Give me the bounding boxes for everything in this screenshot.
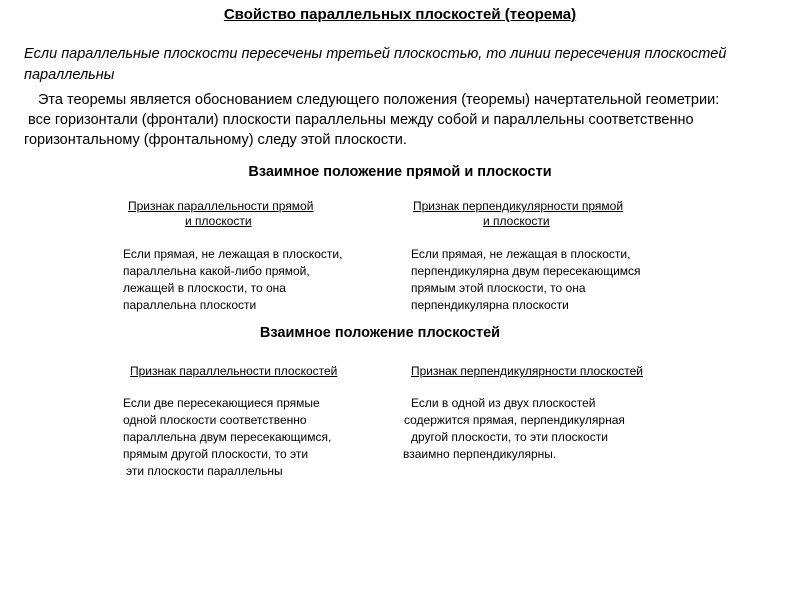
section-heading-line-plane: Взаимное положение прямой и плоскости [248, 164, 552, 180]
theorem-statement: Если параллельные плоскости пересечены третьей плоскостью, то линии пересечения плоскостей параллельны [24, 46, 727, 83]
line-plane-perp-head-1: Признак перпендикулярности прямой [413, 199, 624, 213]
planes-perp-text [403, 395, 625, 463]
line-plane-parallel-text [123, 246, 342, 314]
page-title: Свойство параллельных плоскостей (теорема) [223, 6, 577, 23]
text-line: лежащей в плоскости, то она [123, 281, 286, 295]
explanation-line-3: горизонтальному (фронтальному) следу этой плоскости. [24, 132, 407, 148]
text-line: перпендикулярна плоскости [411, 298, 569, 312]
text-line: перпендикулярна двум пересекающимся [411, 264, 641, 278]
text-line: эти плоскости параллельны [126, 464, 283, 478]
line-plane-perp-head-2: и плоскости [483, 214, 550, 228]
planes-parallel-head: Признак параллельности плоскостей [130, 364, 338, 378]
line-plane-perp-text [411, 246, 641, 314]
text-line: прямым этой плоскости, то она [411, 281, 586, 295]
text-line: прямым другой плоскости, то эти [123, 447, 309, 461]
text-line: содержится прямая, перпендикулярная [404, 413, 625, 427]
planes-perp-head: Признак перпендикулярности плоскостей [411, 364, 643, 378]
explanation-line-2 [24, 110, 794, 130]
text-line: другой плоскости, то эти плоскости [411, 430, 608, 444]
text-line: параллельна плоскости [123, 298, 257, 312]
text-line: взаимно перпендикулярны. [403, 447, 557, 461]
line-plane-parallel-head-1: Признак параллельности прямой [128, 199, 314, 213]
text-line: одной плоскости соответственно [123, 413, 307, 427]
text-line: Если прямая, не лежащая в плоскости, [123, 247, 343, 261]
line-plane-parallel-head-2: и плоскости [185, 214, 252, 228]
text-line: Если две пересекающиеся прямые [123, 396, 320, 410]
section-heading-planes: Взаимное положение плоскостей [259, 325, 501, 341]
explanation-paragraph [24, 90, 794, 150]
text-line: параллельна двум пересекающимся, [123, 430, 332, 444]
text-line: параллельна какой-либо прямой, [123, 264, 310, 278]
explanation-text-2: все горизонтали (фронтали) плоскости параллельны между собой и параллельны соответственно [28, 112, 694, 128]
text-line: Если прямая, не лежащая в плоскости, [411, 247, 631, 261]
text-line: Если в одной из двух плоскостей [411, 396, 596, 410]
planes-parallel-text [123, 395, 331, 480]
explanation-line-1 [24, 90, 794, 110]
explanation-text-1: Эта теоремы является обоснованием следующего положения (теоремы) начертательной геометрии: [38, 92, 720, 108]
